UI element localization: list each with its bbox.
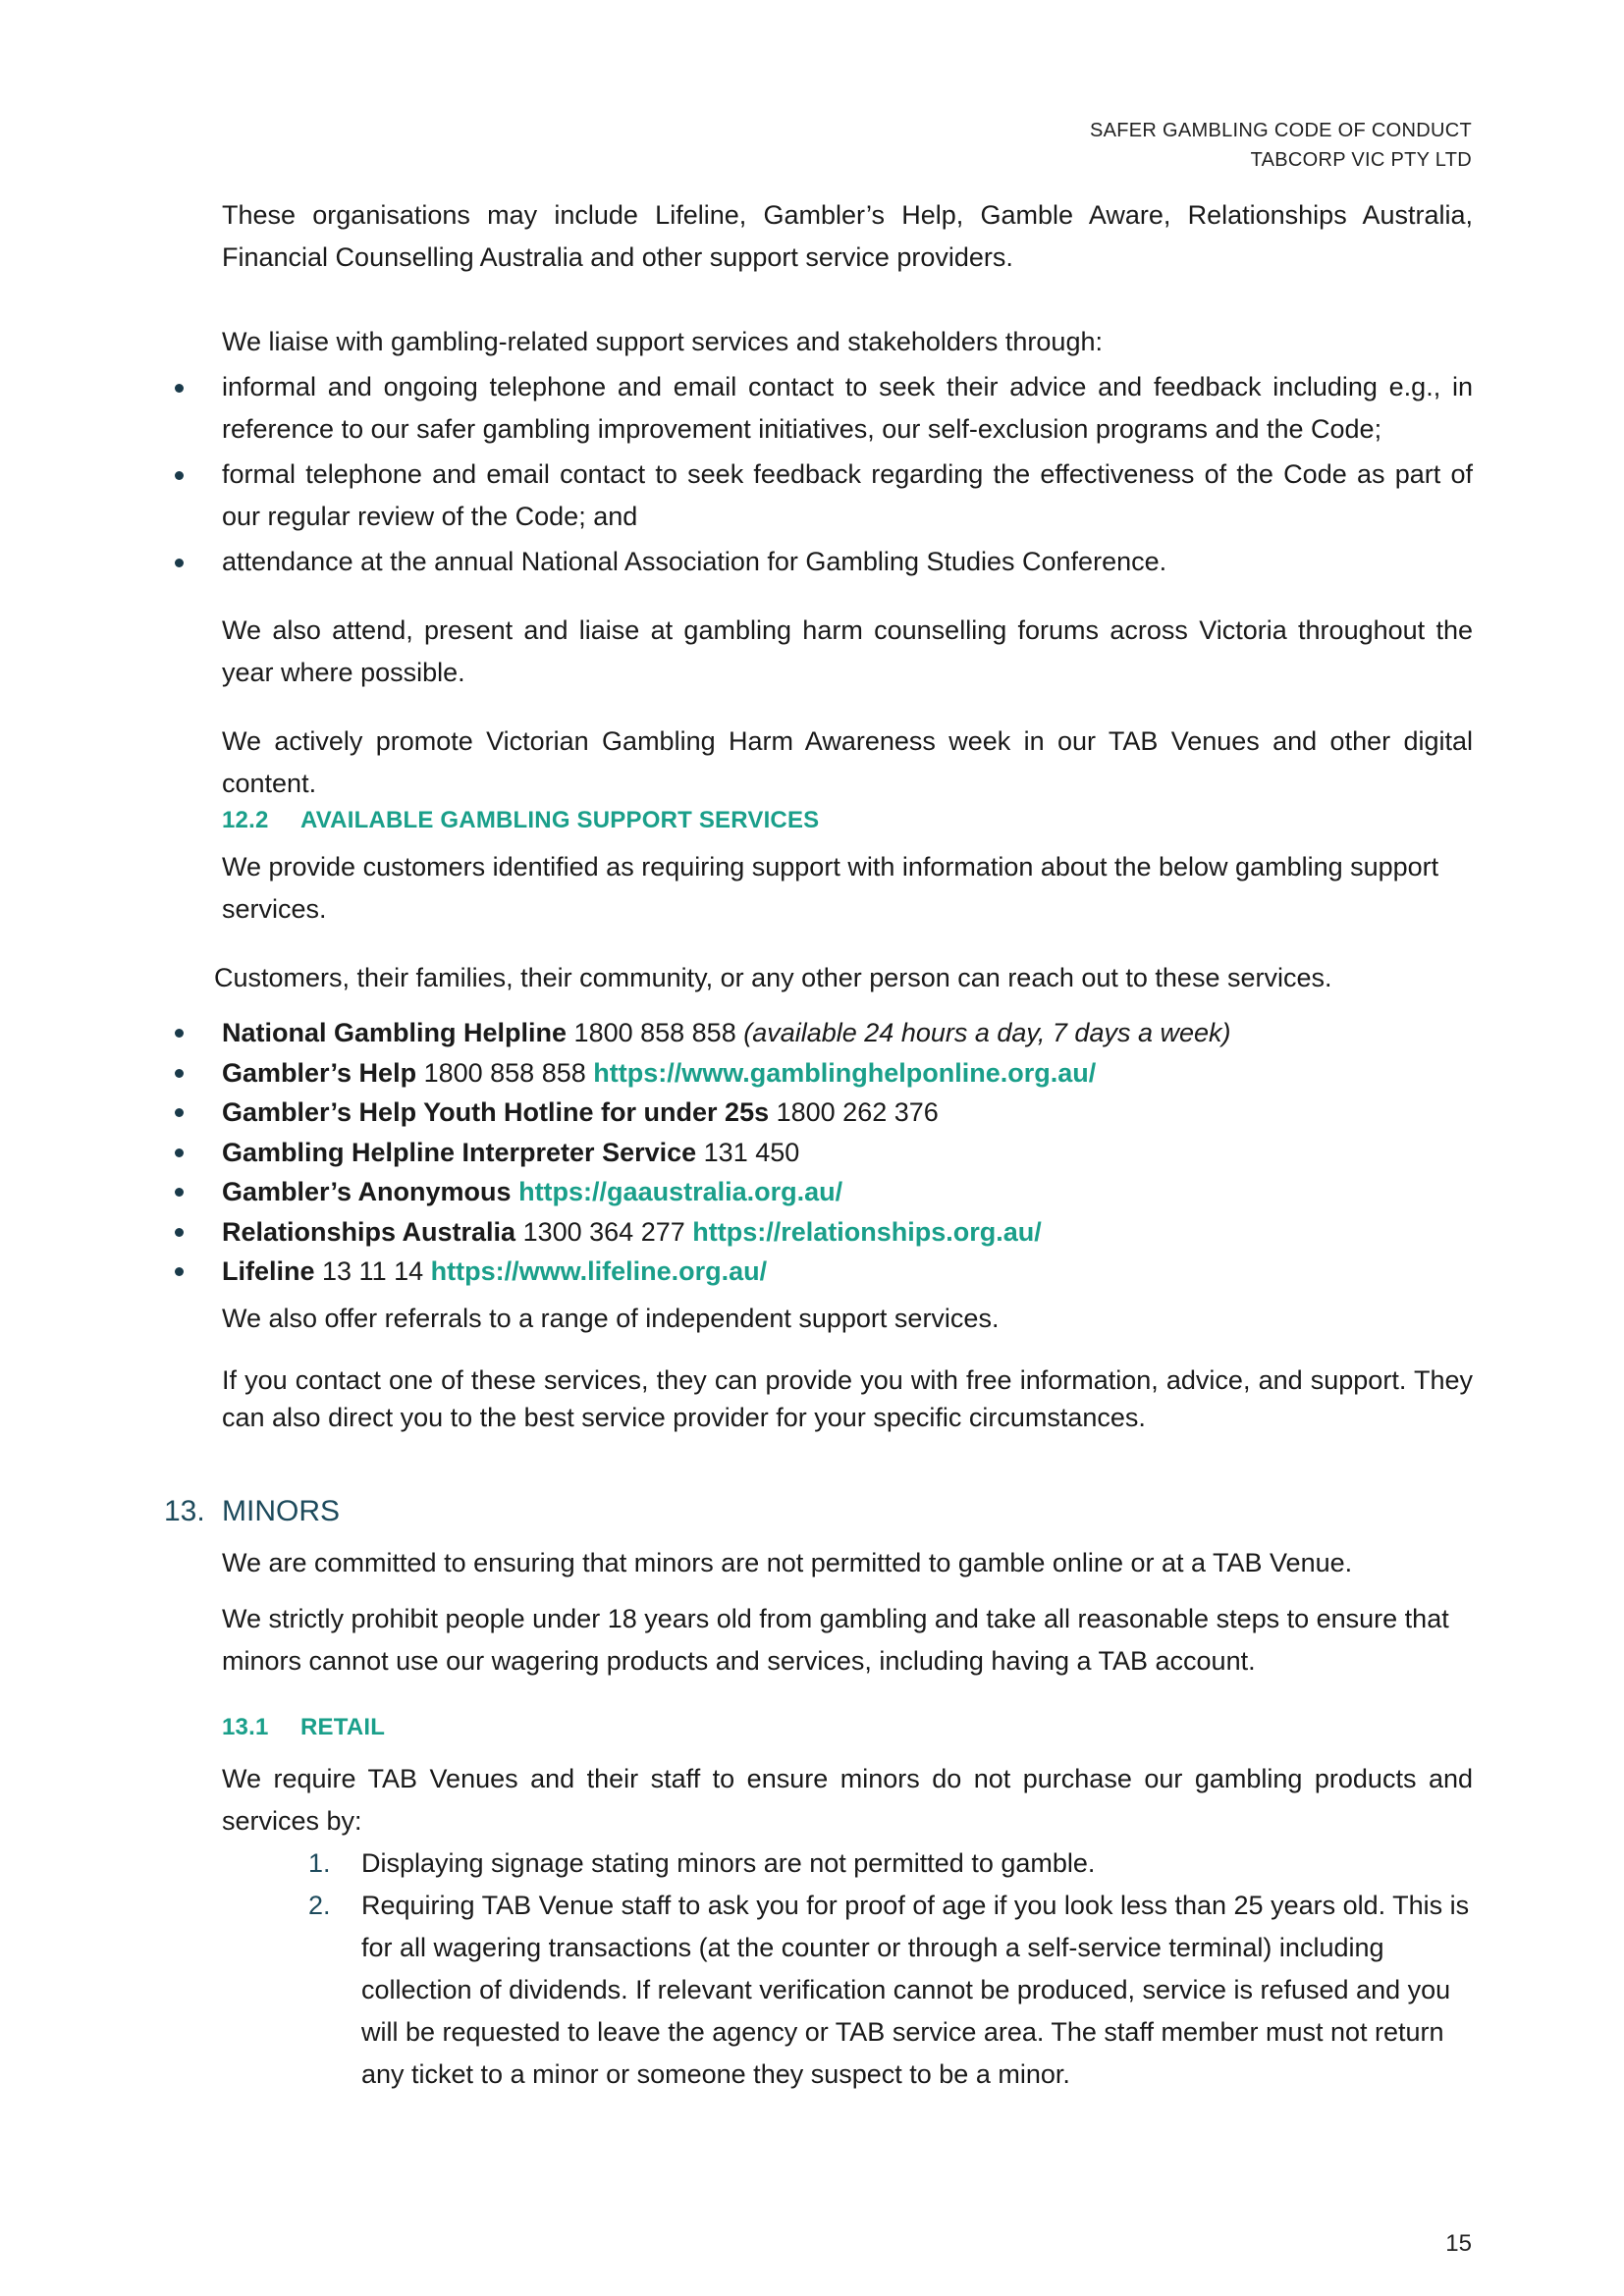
step-text: Displaying signage stating minors are not permitted to gamble.: [361, 1847, 1096, 1878]
service-phone: 1800 262 376: [769, 1097, 939, 1127]
bullet-icon: [175, 1188, 184, 1197]
bullet-icon: [175, 1029, 184, 1038]
list-item: attendance at the annual National Association for Gambling Studies Conference.: [173, 541, 1473, 583]
service-item: [173, 1053, 1473, 1094]
promote-paragraph: We actively promote Victorian Gambling Harm Awareness week in our TAB Venues and other digital content.: [222, 726, 1473, 798]
step-text: Requiring TAB Venue staff to ask you for proof of age if you look less than 25 years old. This is for all wagering transactions (at the counter or through a self-service terminal) including collection of dividends. If relevant verification cannot be produced, service is refused and you will be requested to leave the agency or TAB service area. The staff member must not return any ticket to a minor or someone they suspect to be a minor.: [361, 1890, 1470, 2089]
list-item: formal telephone and email contact to seek feedback regarding the effectiveness of the Code as part of our regular review of the Code; and: [173, 454, 1473, 538]
header-company: TABCORP VIC PTY LTD: [1250, 149, 1472, 171]
header-title: SAFER GAMBLING CODE OF CONDUCT: [1089, 120, 1472, 141]
bullet-icon: [175, 1069, 184, 1078]
service-item: [173, 1212, 1473, 1253]
bullet-icon: [175, 1148, 184, 1157]
prohibit-paragraph: We strictly prohibit people under 18 years old from gambling and take all reasonable steps to ensure that minors cannot use our wagering products and services, including having a TAB account.: [222, 1603, 1449, 1676]
service-name: Gambler’s Anonymous: [222, 1177, 512, 1206]
section-13-heading: [164, 1491, 1473, 1532]
section-title: MINORS: [222, 1494, 340, 1527]
service-phone: 1800 858 858: [416, 1057, 594, 1088]
step-number: 1.: [308, 1847, 331, 1878]
bullet-icon: [175, 1108, 184, 1117]
service-name: Gambler’s Help: [222, 1057, 417, 1088]
step-item: [308, 1885, 1473, 2096]
section-number: 13.1: [222, 1713, 269, 1740]
page-number: 15: [1445, 2230, 1472, 2257]
service-link[interactable]: https://www.lifeline.org.au/: [430, 1256, 768, 1286]
reach-paragraph: Customers, their families, their community, or any other person can reach out to these services.: [214, 963, 1332, 992]
bullet-icon: [175, 559, 184, 567]
bullet-icon: [175, 1228, 184, 1237]
service-name: Gambler’s Help Youth Hotline for under 25s: [222, 1097, 770, 1127]
section-number: 13.: [164, 1494, 205, 1527]
service-link[interactable]: https://gaaustralia.org.au/: [518, 1177, 843, 1206]
service-item: [173, 1013, 1473, 1053]
service-name: Relationships Australia: [222, 1216, 516, 1247]
section-title: AVAILABLE GAMBLING SUPPORT SERVICES: [300, 807, 820, 833]
steps-list: [222, 1842, 1473, 2096]
service-link[interactable]: https://www.gamblinghelponline.org.au/: [593, 1057, 1097, 1088]
list-item: informal and ongoing telephone and email contact to seek their advice and feedback including e.g., in reference to our safer gambling improvement initiatives, our self-exclusion programs and the Code;: [173, 366, 1473, 451]
service-link[interactable]: https://relationships.org.au/: [692, 1216, 1042, 1247]
service-item: [173, 1093, 1473, 1133]
service-phone: 1300 364 277: [515, 1216, 693, 1247]
service-phone: 131 450: [696, 1137, 800, 1167]
section-number: 12.2: [222, 807, 269, 833]
liaise-list: [173, 366, 1473, 583]
orgs-paragraph: These organisations may include Lifeline, Gambler’s Help, Gamble Aware, Relationships Australia, Financial Counselling Australia and other support service providers.: [222, 200, 1473, 272]
service-availability: (available 24 hours a day, 7 days a week): [743, 1018, 1231, 1047]
contact-paragraph: If you contact one of these services, they can provide you with free information, advice, and support. They can also direct you to the best service provider for your specific circumstances.: [222, 1364, 1473, 1432]
service-name: Lifeline: [222, 1256, 315, 1286]
step-item: [308, 1842, 1473, 1885]
page-content: [164, 194, 1473, 2096]
provide-paragraph: We provide customers identified as requiring support with information about the below gambling support services.: [222, 852, 1439, 924]
section-13-1-heading: [222, 1710, 1473, 1745]
bullet-icon: [175, 1267, 184, 1276]
referrals-paragraph: We also offer referrals to a range of independent support services.: [222, 1303, 1000, 1333]
service-name: National Gambling Helpline: [222, 1018, 568, 1047]
section-12-2-heading: [222, 803, 1473, 838]
bullet-icon: [175, 471, 184, 480]
step-number: 2.: [308, 1890, 331, 1920]
section-title: RETAIL: [300, 1713, 386, 1740]
running-header: [1090, 116, 1472, 175]
bullet-icon: [175, 384, 184, 393]
service-item: [173, 1252, 1473, 1292]
service-name: Gambling Helpline Interpreter Service: [222, 1137, 697, 1167]
require-paragraph: We require TAB Venues and their staff to ensure minors do not purchase our gambling products and services by:: [222, 1763, 1473, 1836]
attend-paragraph: We also attend, present and liaise at gambling harm counselling forums across Victoria throughout the year where possible.: [222, 615, 1473, 687]
liaise-paragraph: We liaise with gambling-related support services and stakeholders through:: [222, 327, 1103, 356]
service-item: [173, 1172, 1473, 1212]
committed-paragraph: We are committed to ensuring that minors are not permitted to gamble online or at a TAB Venue.: [222, 1547, 1353, 1577]
services-list: [173, 1013, 1473, 1292]
service-phone: 1800 858 858: [567, 1018, 744, 1047]
service-phone: 13 11 14: [314, 1256, 431, 1286]
service-item: [173, 1133, 1473, 1173]
